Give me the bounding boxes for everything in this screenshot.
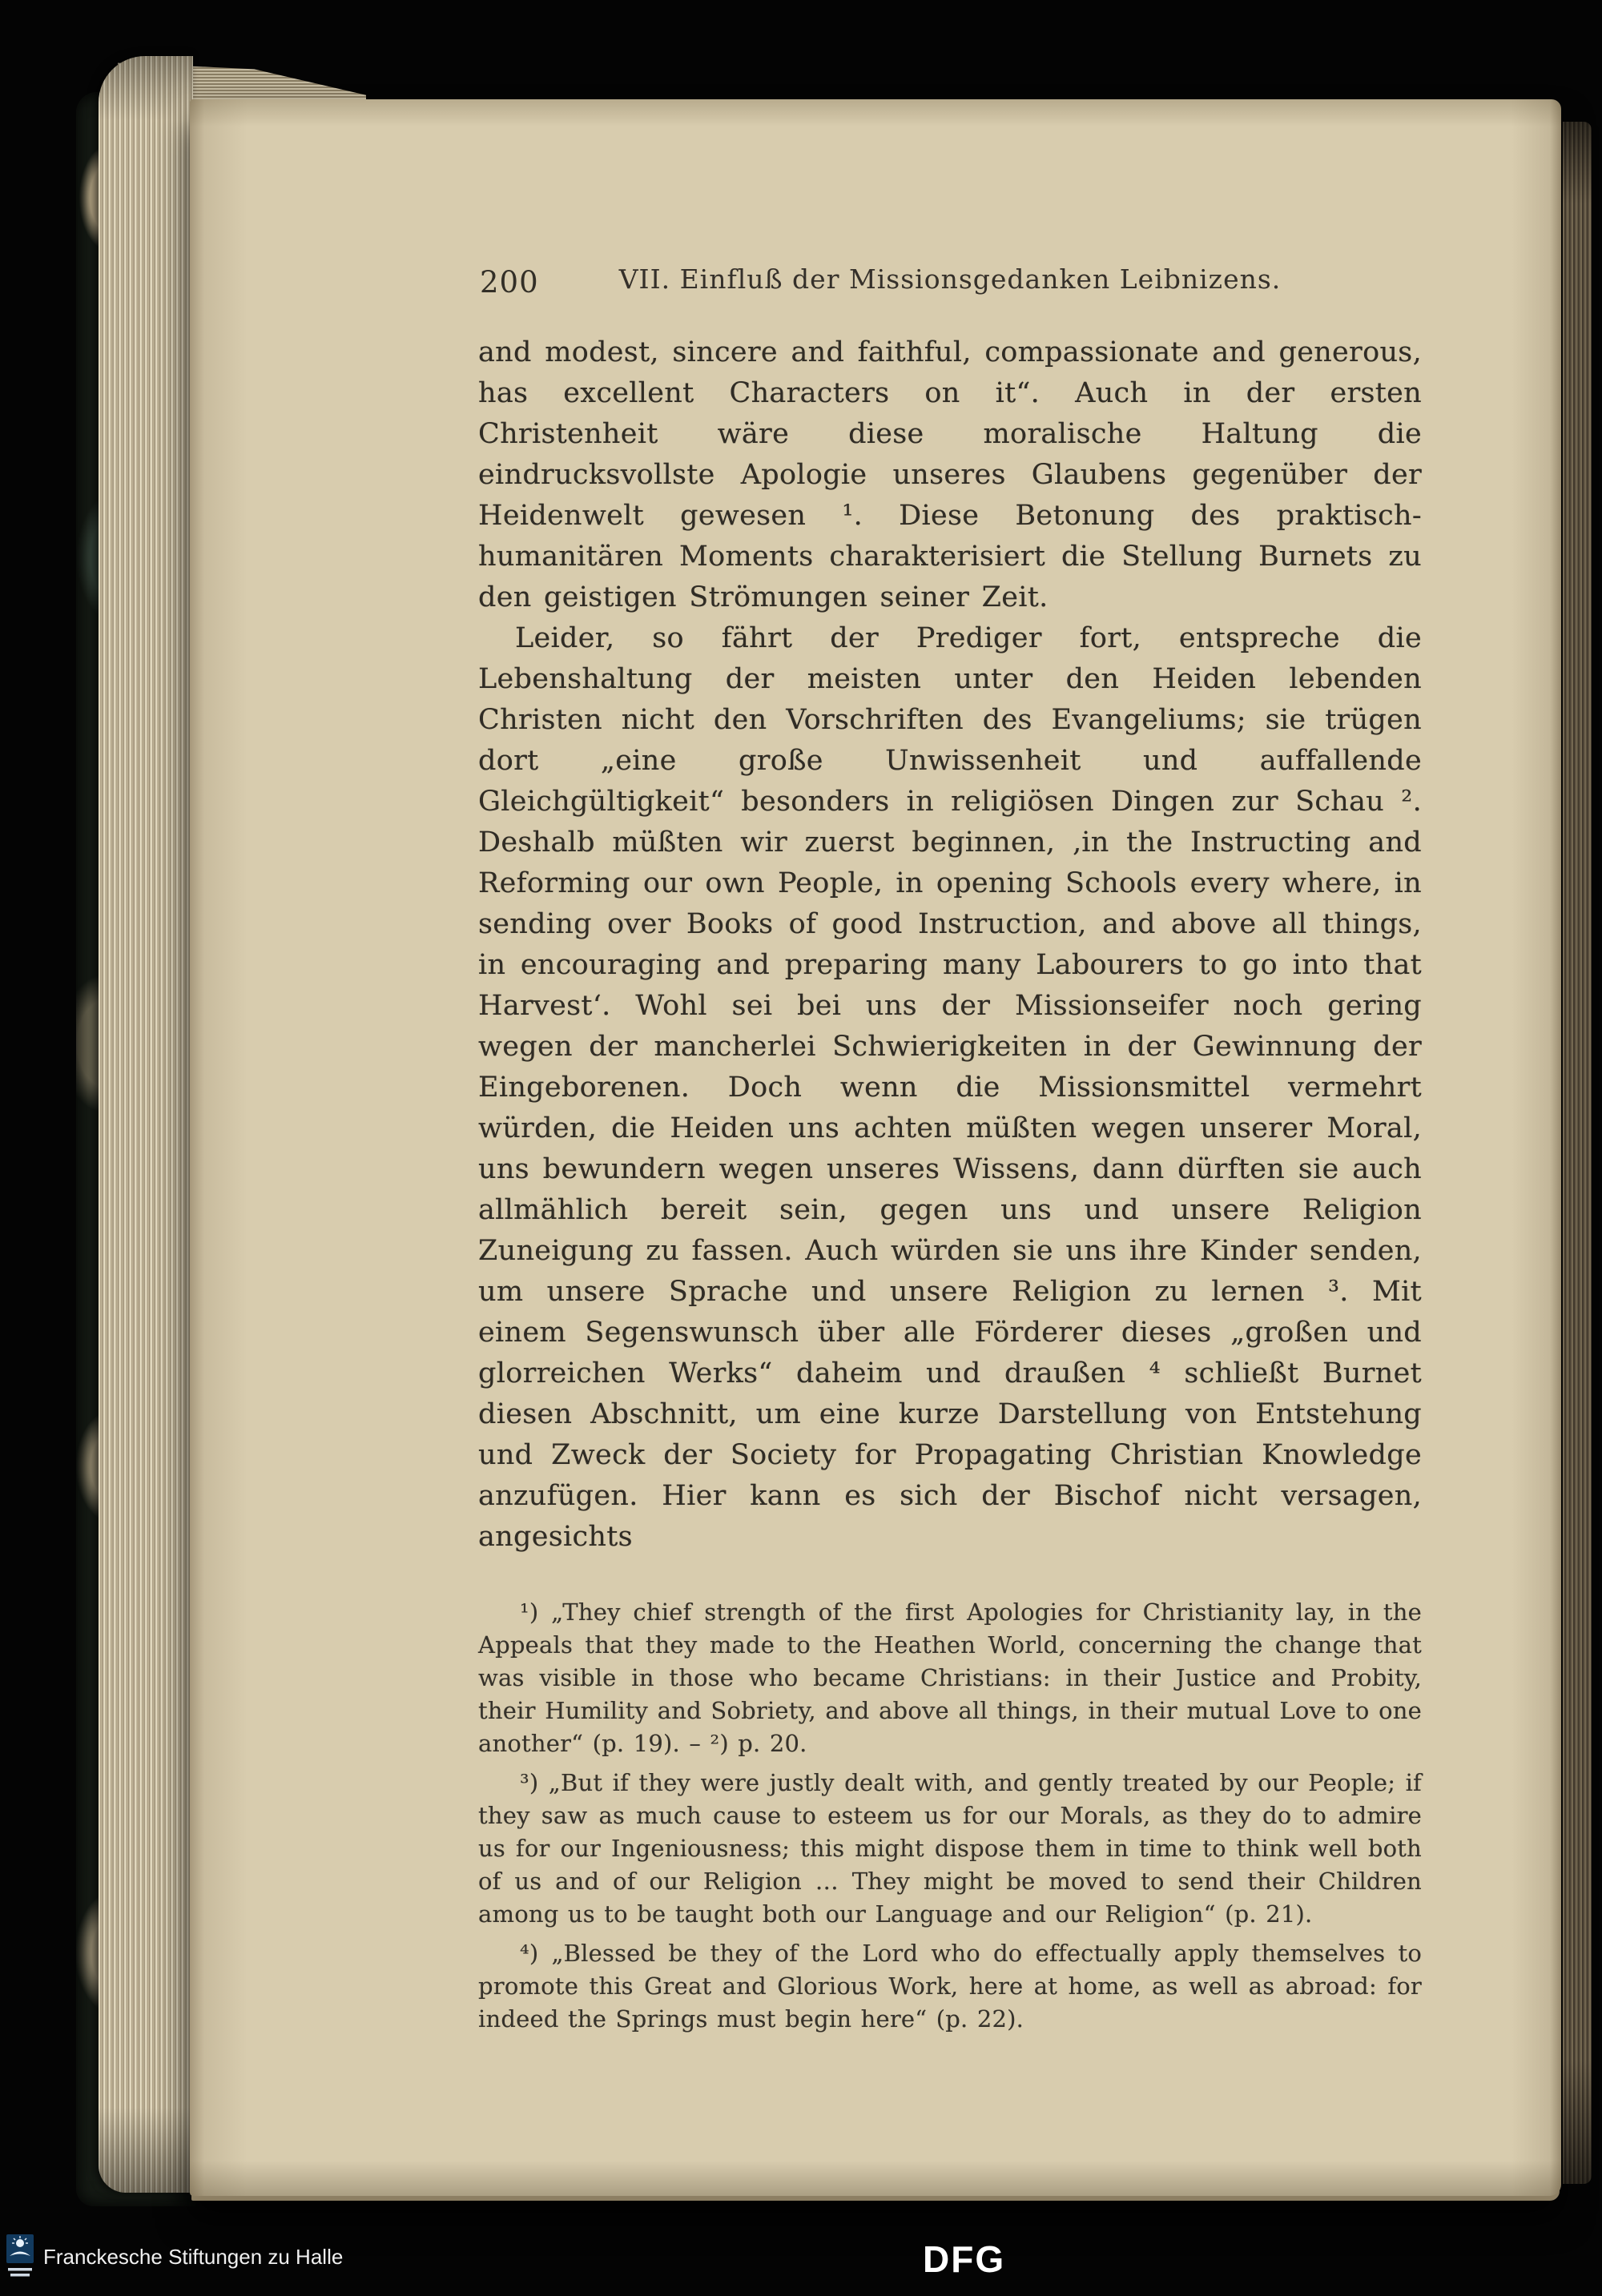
page-number: 200 <box>480 265 539 300</box>
book-page <box>190 99 1561 2196</box>
running-title: VII. Einfluß der Missionsgedanken Leibnizens. <box>618 263 1282 295</box>
footnote: ⁴) „Blessed be they of the Lord who do effectually apply themselves to promote this Great and Glorious Work, here at home, as well as abroad: for indeed the Springs must begin here“ (p. 22). <box>478 1940 1422 2033</box>
franckesche-stiftungen-logo <box>6 2234 343 2279</box>
page-stack-edge-right <box>1563 122 1592 2184</box>
franckesche-emblem-icon <box>6 2234 34 2279</box>
body-paragraph: and modest, sincere and faithful, compassionate and generous, has excellent Characters on it“. Auch in der ersten Christenheit wäre diese moralische Haltung die eindrucksvollste Apologie unseres Glaubens gegenüber der Heidenwelt gewesen ¹. Diese Betonung des praktisch-humanitären Moments charakterisiert die Stellung Burnets zu den geistigen Strömungen seiner Zeit. <box>478 336 1422 613</box>
dfg-logo: DFG <box>923 2238 1006 2280</box>
viewer-footer <box>0 2225 1602 2296</box>
page-stack-edge-left <box>99 56 193 2193</box>
page-header <box>478 263 1422 305</box>
institution-name: Franckesche Stiftungen zu Halle <box>43 2244 344 2269</box>
body-paragraph: Leider, so fährt der Prediger fort, entspreche die Lebenshaltung der meisten unter den Heiden lebenden Christen nicht den Vorschriften des Evangeliums; sie trügen dort „eine große Unwissenheit und auffallende Gleichgültigkeit“ besonders in religiösen Dingen zur Schau ². Deshalb müßten wir zuerst beginnen, ‚in the Instructing and Reforming our own People, in opening Schools every where, in sending over Books of good Instruction, and above all things, in encouraging and preparing many Labourers to go into that Harvest‘. Wohl sei bei uns der Missionseifer noch gering wegen der mancherlei Schwierigkeiten in der Gewinnung der Eingeborenen. Doch wenn die Missionsmittel vermehrt würden, die Heiden uns achten müßten wegen unserer Moral, uns bewundern wegen unseres Wissens, dann dürften sie auch allmählich bereit sein, gegen uns und unsere Religion Zuneigung zu fassen. Auch würden sie uns ihre Kinder senden, um unsere Sprache und unsere Religion zu lernen ³. Mit einem Segenswunsch über alle Förderer dieses „großen und glorreichen Werks“ daheim und draußen ⁴ schließt Burnet diesen Abschnitt, um eine kurze Darstellung von Entstehung und Zweck der Society for Propagating Christian Knowledge anzufügen. Hier kann es sich der Bischof nicht versagen, angesichts <box>478 622 1422 1553</box>
book-scan <box>68 42 1594 2212</box>
footnote: ³) „But if they were justly dealt with, and gently treated by our People; if they saw as much cause to esteem us for our Morals, as they do to admire us for our Ingeniousness; this might dispose them in time to think well both of us and of our Religion … They might be moved to send their Children among us to be taught both our Language and our Religion“ (p. 21). <box>478 1769 1422 1928</box>
page-text-block <box>478 263 1422 2042</box>
footnotes-block <box>478 1596 1422 2036</box>
footnote: ¹) „They chief strength of the first Apologies for Christianity lay, in the Appeals that they made to the Heathen World, concerning the change that was visible in those who became Christians: in their Justice and Probity, their Humility and Sobriety, and above all things, in their mutual Love to one another“ (p. 19). – ²) p. 20. <box>478 1598 1422 1757</box>
